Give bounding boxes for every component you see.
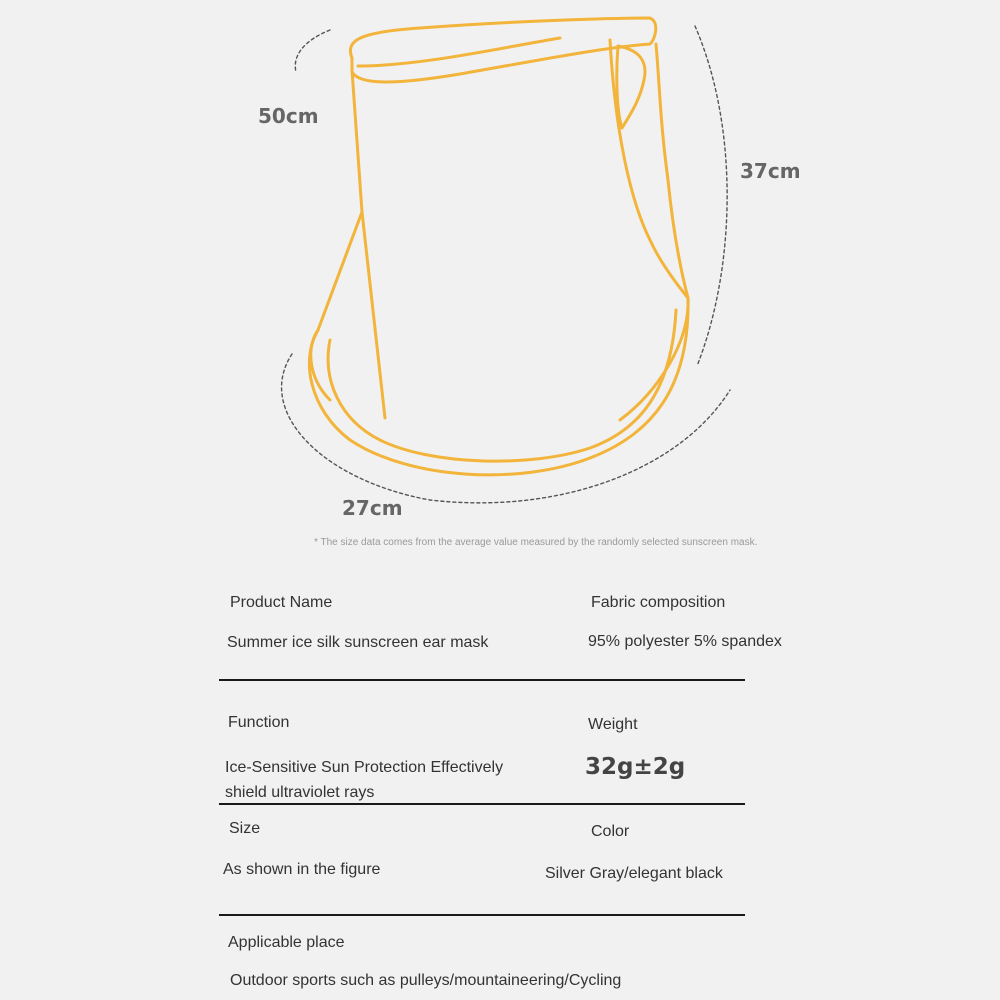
product-name-value: Summer ice silk sunscreen ear mask — [227, 634, 489, 651]
dimension-height: 37cm — [740, 159, 801, 183]
applicable-place-value: Outdoor sports such as pulleys/mountaineering/Cycling — [230, 972, 622, 989]
fabric-label: Fabric composition — [591, 594, 726, 611]
dimension-circumference: 50cm — [258, 104, 319, 128]
function-label: Function — [228, 714, 290, 731]
divider — [219, 803, 745, 805]
applicable-place-label: Applicable place — [228, 934, 345, 951]
divider — [219, 914, 745, 916]
ear-hole — [617, 46, 645, 128]
bottom-hem — [309, 298, 688, 475]
weight-value: 32g±2g — [585, 754, 686, 780]
function-value: Ice-Sensitive Sun Protection Effectively shield ultraviolet rays — [225, 759, 504, 801]
divider — [219, 679, 745, 681]
size-label: Size — [229, 820, 261, 837]
fabric-value: 95% polyester 5% spandex — [588, 633, 782, 650]
dashed-guide-top — [295, 30, 330, 72]
size-note: * The size data comes from the average value measured by the randomly selected sunscreen mask. — [314, 537, 758, 548]
dimension-bottom: 27cm — [342, 496, 403, 520]
color-value: Silver Gray/elegant black — [545, 865, 723, 882]
weight-label: Weight — [588, 716, 638, 733]
dashed-guide-right — [695, 26, 727, 366]
product-name-label: Product Name — [230, 594, 333, 611]
mask-right-edge — [610, 40, 688, 420]
size-value: As shown in the figure — [223, 861, 381, 878]
color-label: Color — [591, 823, 630, 840]
